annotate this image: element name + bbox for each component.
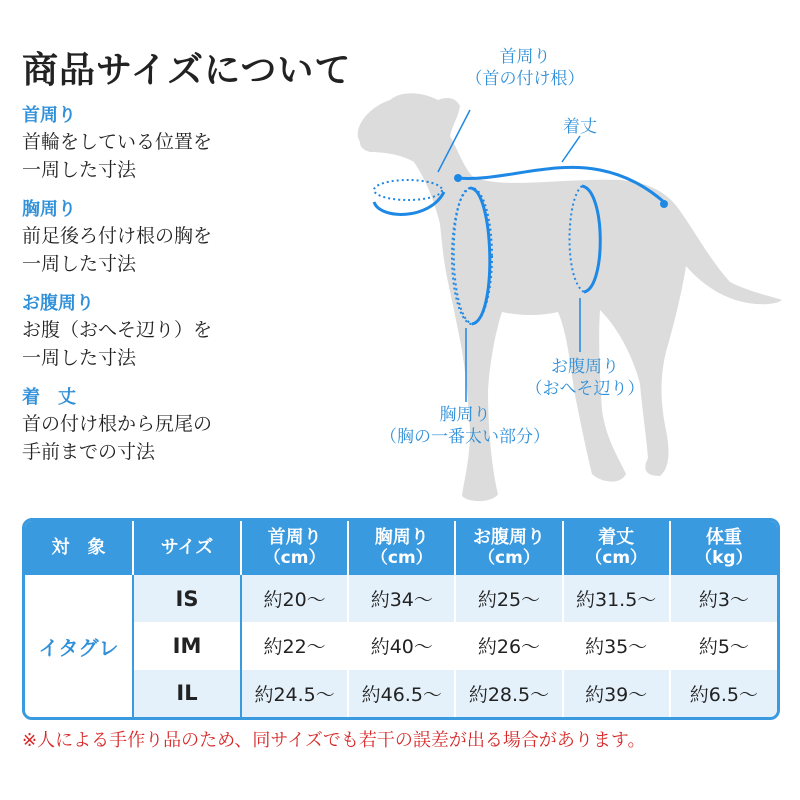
chest-label-main: 胸周り [439, 405, 491, 425]
table-cell: 約24.5～ [241, 670, 348, 717]
definition-desc: 首の付け根から尻尾の 手前までの寸法 [22, 413, 213, 463]
definition-term: 着 丈 [22, 387, 76, 408]
definition-term: お腹周り [22, 293, 94, 314]
definition-term: 首周り [22, 105, 76, 126]
definition-desc: お腹（おへそ辺り）を 一周した寸法 [22, 319, 213, 369]
length-label: 着丈 [563, 117, 597, 137]
neck-label-sub: （首の付け根） [465, 69, 585, 89]
definition-chest [22, 198, 302, 278]
header-neck: 首周り （cm） [241, 521, 348, 575]
table-cell: 約6.5～ [670, 670, 777, 717]
definition-term: 胸周り [22, 199, 76, 220]
table-row [25, 575, 777, 622]
table-row [25, 622, 777, 669]
table-header-row [25, 521, 777, 575]
table-cell: 約39～ [563, 670, 670, 717]
table-cell: 約20～ [241, 575, 348, 622]
table-cell: 約22～ [241, 622, 348, 669]
table-cell: 約5～ [670, 622, 777, 669]
length-end-dot [660, 200, 668, 208]
table-cell: 約40～ [348, 622, 455, 669]
definition-length [22, 386, 302, 466]
header-length: 着丈 （cm） [563, 521, 670, 575]
dog-diagram [330, 30, 800, 510]
table-cell: 約46.5～ [348, 670, 455, 717]
target-cell: イタグレ [25, 575, 133, 717]
length-leader [562, 136, 580, 162]
definition-desc: 前足後ろ付け根の胸を 一周した寸法 [22, 225, 213, 275]
definition-belly [22, 292, 302, 372]
definition-neck [22, 104, 302, 184]
belly-label [520, 356, 650, 400]
header-chest: 胸周り （cm） [348, 521, 455, 575]
table-cell: 約25～ [455, 575, 562, 622]
size-cell: IM [133, 622, 241, 669]
header-belly: お腹周り （cm） [455, 521, 562, 575]
belly-label-sub: （おへそ辺り） [525, 379, 645, 399]
size-cell: IL [133, 670, 241, 717]
size-cell: IS [133, 575, 241, 622]
chest-label [370, 404, 560, 448]
belly-label-main: お腹周り [551, 357, 619, 377]
table-row [25, 670, 777, 717]
table-cell: 約34～ [348, 575, 455, 622]
table-cell: 約3～ [670, 575, 777, 622]
chest-label-sub: （胸の一番太い部分） [380, 427, 550, 447]
header-target: 対 象 [25, 521, 133, 575]
table-cell: 約31.5～ [563, 575, 670, 622]
definition-desc: 首輪をしている位置を 一周した寸法 [22, 131, 213, 181]
table-cell: 約26～ [455, 622, 562, 669]
table-cell: 約35～ [563, 622, 670, 669]
table-cell: 約28.5～ [455, 670, 562, 717]
disclaimer-note: ※人による手作り品のため、同サイズでも若干の誤差が出る場合があります。 [22, 730, 646, 751]
page-title: 商品サイズについて [22, 50, 352, 91]
header-size: サイズ [133, 521, 241, 575]
neck-label-main: 首周り [499, 47, 551, 67]
size-table [22, 518, 780, 720]
length-start-dot [454, 174, 462, 182]
header-weight: 体重 （kg） [670, 521, 777, 575]
neck-label [450, 46, 600, 90]
